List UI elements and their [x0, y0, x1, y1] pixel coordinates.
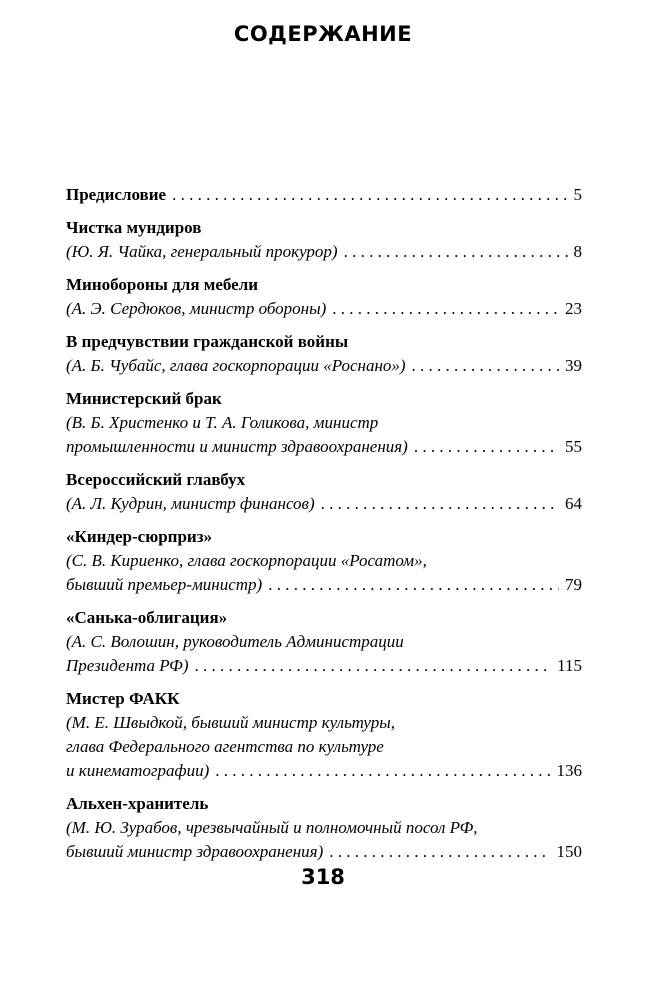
toc-page-number: 136 — [556, 761, 582, 780]
toc-row[interactable] — [66, 240, 582, 264]
toc-entry-heading: Чистка мундиров — [66, 218, 202, 237]
toc-row[interactable] — [66, 573, 582, 597]
toc-entry-heading: Альхен-хранитель — [66, 794, 209, 813]
toc-page-number: 150 — [556, 842, 582, 861]
toc-page-number: 39 — [565, 356, 582, 375]
toc-entry-heading: В предчувствии гражданской войны — [66, 332, 349, 351]
toc-entry-description: (А. Б. Чубайс, глава госкорпорации «Роснано») — [66, 356, 406, 375]
toc-row[interactable] — [66, 297, 582, 321]
toc-page-number: 5 — [573, 185, 582, 204]
toc-entry — [66, 525, 582, 597]
dot-leader — [412, 354, 559, 378]
toc-entry-description: и кинематографии) — [66, 761, 210, 780]
toc-page-number: 64 — [565, 494, 582, 513]
table-of-contents — [66, 183, 582, 873]
toc-entry-description-line: (В. Б. Христенко и Т. А. Голикова, министр — [66, 413, 379, 432]
toc-page-number: 8 — [573, 242, 582, 261]
toc-entry-heading: Всероссийский главбух — [66, 470, 246, 489]
dot-leader — [195, 654, 552, 678]
toc-entry-description: промышленности и министр здравоохранения) — [66, 437, 408, 456]
toc-entry-heading: «Киндер-сюрприз» — [66, 527, 213, 546]
toc-entry-heading: Минобороны для мебели — [66, 275, 259, 294]
toc-entry — [66, 216, 582, 264]
toc-entry-heading: Предисловие — [66, 185, 167, 204]
toc-page-number: 55 — [565, 437, 582, 456]
toc-row[interactable] — [66, 840, 582, 864]
dot-leader — [332, 297, 559, 321]
toc-entry-description-line: (А. С. Волошин, руководитель Администрации — [66, 632, 404, 651]
toc-entry — [66, 468, 582, 516]
toc-entry-description: бывший премьер-министр) — [66, 575, 263, 594]
toc-entry-description-line: глава Федерального агентства по культуре — [66, 737, 384, 756]
dot-leader — [268, 573, 559, 597]
page-number: 318 — [301, 865, 345, 889]
toc-entry-description: бывший министр здравоохранения) — [66, 842, 324, 861]
toc-row[interactable] — [66, 435, 582, 459]
toc-row[interactable] — [66, 759, 582, 783]
dot-leader — [329, 840, 550, 864]
toc-entry-description: Президента РФ) — [66, 656, 189, 675]
toc-entry-description-line: (М. Ю. Зурабов, чрезвычайный и полномочный посол РФ, — [66, 818, 478, 837]
dot-leader — [172, 183, 567, 207]
dot-leader — [215, 759, 550, 783]
toc-row[interactable] — [66, 654, 582, 678]
toc-entry-heading: Мистер ФАКК — [66, 689, 180, 708]
toc-page-number: 79 — [565, 575, 582, 594]
toc-entry — [66, 387, 582, 459]
toc-entry — [66, 330, 582, 378]
toc-row[interactable] — [66, 354, 582, 378]
toc-entry-description-line: (С. В. Кириенко, глава госкорпорации «Росатом», — [66, 551, 427, 570]
toc-entry-description: (А. Л. Кудрин, министр финансов) — [66, 494, 315, 513]
page-title: СОДЕРЖАНИЕ — [233, 22, 413, 46]
toc-entry — [66, 606, 582, 678]
toc-entry — [66, 792, 582, 864]
toc-entry-heading: «Санька-облигация» — [66, 608, 228, 627]
toc-entry-description-line: (М. Е. Швыдкой, бывший министр культуры, — [66, 713, 396, 732]
toc-page-number: 23 — [565, 299, 582, 318]
toc-entry-heading: Министерский брак — [66, 389, 222, 408]
dot-leader — [414, 435, 559, 459]
toc-entry-preface — [66, 183, 582, 207]
toc-row[interactable] — [66, 183, 582, 207]
toc-row[interactable] — [66, 492, 582, 516]
toc-entry-description: (А. Э. Сердюков, министр обороны) — [66, 299, 327, 318]
dot-leader — [321, 492, 559, 516]
toc-entry — [66, 273, 582, 321]
toc-entry — [66, 687, 582, 783]
toc-page-number: 115 — [557, 656, 582, 675]
dot-leader — [344, 240, 568, 264]
toc-entry-description: (Ю. Я. Чайка, генеральный прокурор) — [66, 242, 338, 261]
